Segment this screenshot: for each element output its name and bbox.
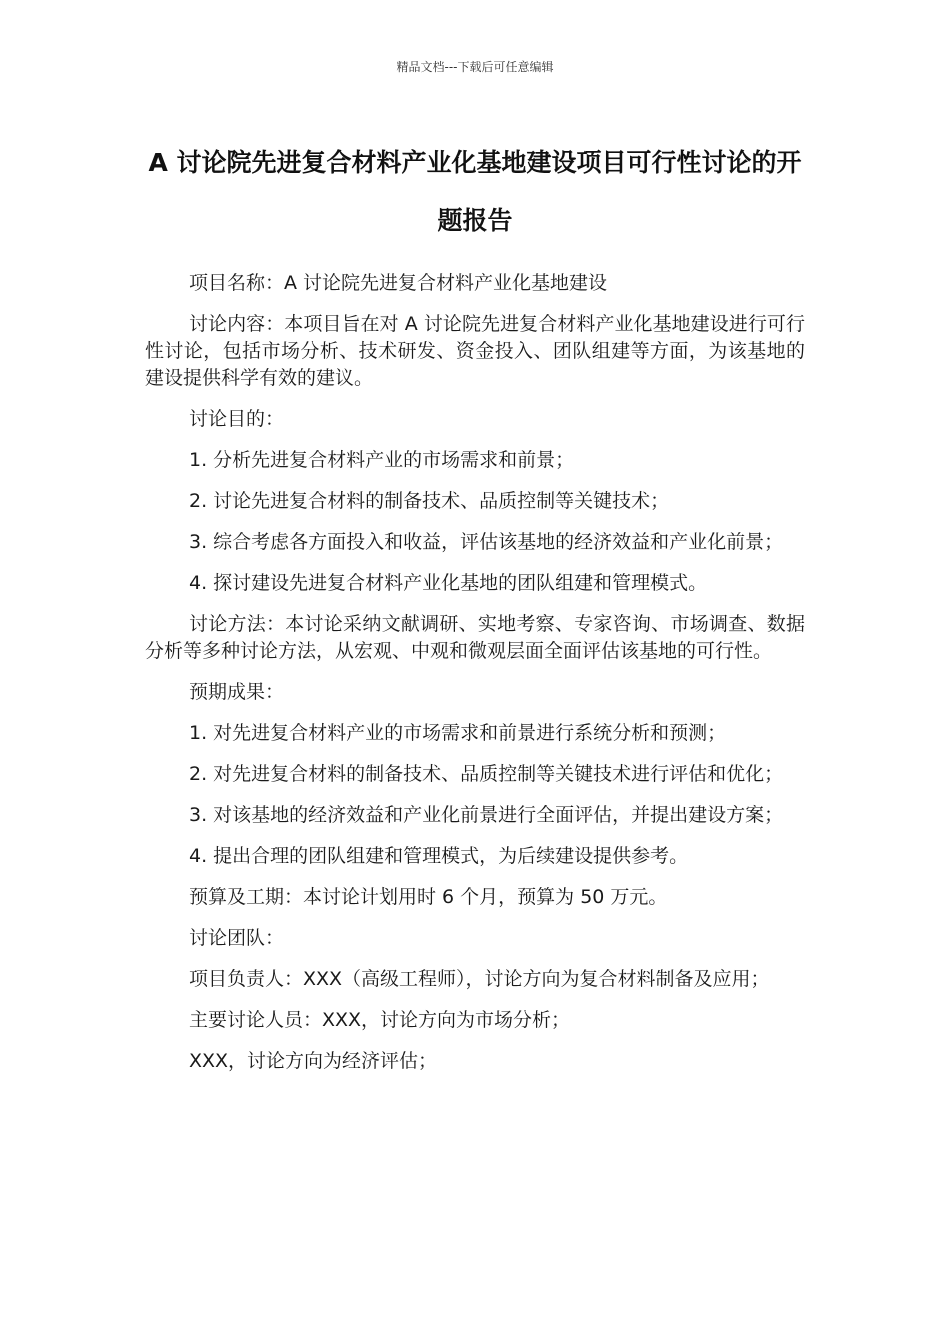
paragraph-team-lead: 项目负责人：XXX（高级工程师），讨论方向为复合材料制备及应用；: [189, 968, 770, 990]
paragraph-budget: 预算及工期：本讨论计划用时 6 个月，预算为 50 万元。: [189, 886, 668, 908]
document-body: [145, 270, 805, 1089]
paragraph-team-member-2: XXX，讨论方向为经济评估；: [189, 1050, 438, 1072]
paragraph-purpose-heading: 讨论目的：: [189, 408, 285, 430]
paragraph-project-name: 项目名称：A 讨论院先进复合材料产业化基地建设: [189, 272, 608, 294]
paragraph-purpose-4: 4. 探讨建设先进复合材料产业化基地的团队组建和管理模式。: [189, 572, 708, 594]
paragraph-method: 讨论方法：本讨论采纳文献调研、实地考察、专家咨询、市场调查、数据分析等多种讨论方法，从宏观、中观和微观层面全面评估该基地的可行性。: [145, 613, 805, 662]
paragraph-purpose-1: 1. 分析先进复合材料产业的市场需求和前景；: [189, 449, 575, 471]
paragraph-result-4: 4. 提出合理的团队组建和管理模式，为后续建设提供参考。: [189, 845, 689, 867]
paragraph-team-heading: 讨论团队：: [189, 927, 285, 949]
page-header-note: 精品文档---下载后可任意编辑: [396, 60, 554, 74]
paragraph-team-member-1: 主要讨论人员：XXX，讨论方向为市场分析；: [189, 1009, 571, 1031]
document-title: A 讨论院先进复合材料产业化基地建设项目可行性讨论的开题报告: [148, 148, 802, 235]
paragraph-result-1: 1. 对先进复合材料产业的市场需求和前景进行系统分析和预测；: [189, 722, 727, 744]
paragraph-purpose-3: 3. 综合考虑各方面投入和收益，评估该基地的经济效益和产业化前景；: [189, 531, 784, 553]
paragraph-content: 讨论内容：本项目旨在对 A 讨论院先进复合材料产业化基地建设进行可行性讨论，包括市场分析、技术研发、资金投入、团队组建等方面，为该基地的建设提供科学有效的建议。: [145, 313, 805, 389]
paragraph-result-2: 2. 对先进复合材料的制备技术、品质控制等关键技术进行评估和优化；: [189, 763, 784, 785]
paragraph-results-heading: 预期成果：: [189, 681, 285, 703]
paragraph-purpose-2: 2. 讨论先进复合材料的制备技术、品质控制等关键技术；: [189, 490, 670, 512]
paragraph-result-3: 3. 对该基地的经济效益和产业化前景进行全面评估，并提出建设方案；: [189, 804, 784, 826]
